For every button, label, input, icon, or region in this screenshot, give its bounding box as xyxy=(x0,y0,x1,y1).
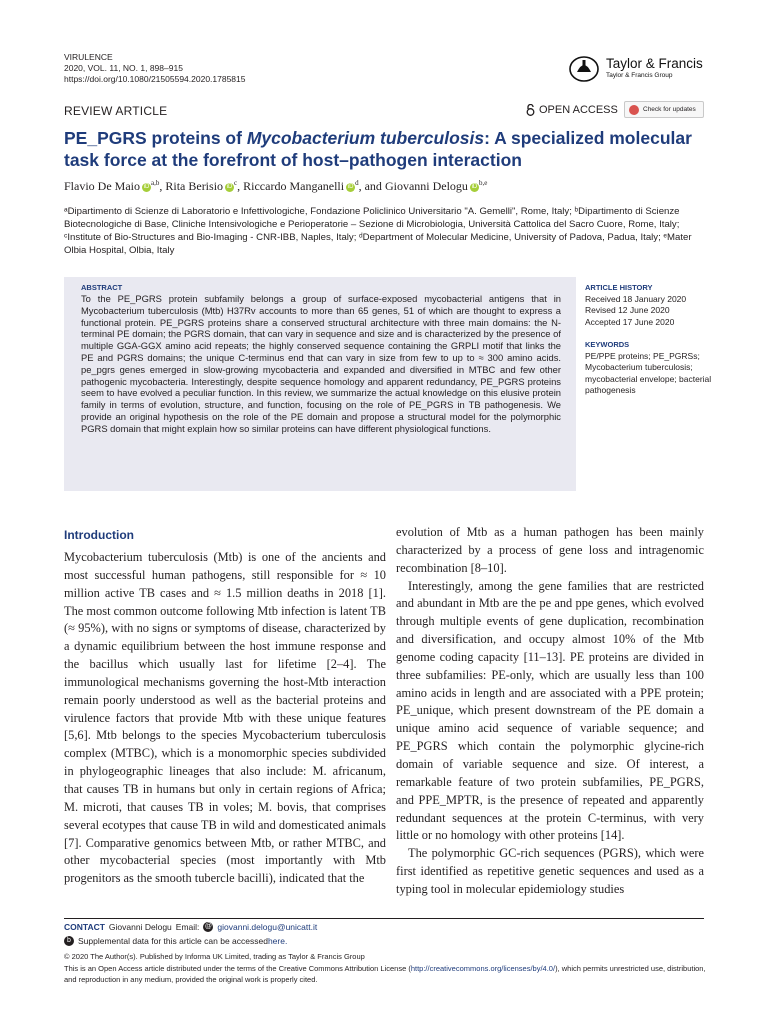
body-column-left xyxy=(64,549,386,888)
history-label: ARTICLE HISTORY xyxy=(585,283,653,292)
open-lock-icon xyxy=(526,104,535,116)
contact-label: CONTACT xyxy=(64,922,105,932)
license-link[interactable]: http://creativecommons.org/licenses/by/4.0/ xyxy=(410,964,556,973)
history-revised: Revised 12 June 2020 xyxy=(585,305,670,316)
keywords-list: PE/PPE proteins; PE_PGRSs; Mycobacterium tuberculosis; mycobacterial envelope; bacterial pathogenesis xyxy=(585,350,712,396)
license-pre: This is an Open Access article distributed under the terms of the Creative Commons Attribution License ( xyxy=(64,964,411,973)
check-updates-label: Check for updates xyxy=(643,106,696,113)
journal-info xyxy=(64,52,246,85)
title-italic: Mycobacterium tuberculosis xyxy=(246,128,485,148)
supplemental-icon: b xyxy=(64,936,74,946)
affiliations: ᵃDipartimento di Scienze di Laboratorio e Infettivologiche, Fondazione Policlinico Universitario "A. Gemelli", Rome, Italy; ᵇDipartimento di Scienze Biotecnologiche di Base, Cliniche Intensivologiche e Perioperatorie – Sezione di Microbiologia, Università Cattolica del Sacro Cuore, Rome, Italy; ᶜInstitute of Bio-Structures and Bio-Imaging - CNR-IBB, Naples, Italy; ᵈDepartment of Molecular Medicine, University of Padova, Padua, Italy; ᵉMater Olbia Hospital, Olbia, Italy xyxy=(64,206,692,256)
intro-paragraph-1: Mycobacterium tuberculosis (Mtb) is one of the ancients and most successful human pathogens, still responsible for ≈ 10 million active TB cases and ≈ 1.5 million deaths in 2018 [1]. The most common outcome following Mtb infection is latent TB (≈ 95%), with no signs or symptoms of disease, characterized by a dynamic equilibrium between the host immune response and the bacillus which usually last for lifetime [2–4]. The immunological mechanisms governing the host-Mtb interaction remain poorly understood as well as the bacterial proteins and virulence factors that provide Mtb with these unique features [5,6]. Mtb belongs to the species Mycobacterium tuberculosis complex (MTBC), which is a monomorphic species subdivided in phylogeographic lineages that also include: M. africanum, that causes TB in humans but only in certain regions of Africa; M. microti, that causes TB in voles; M. bovis, that comprises several ecotypes that cause TB in wild and domesticated animals [7]. Comparative genomics between Mtb, or rather MTBC, and other mycobacterial species (most importantly with Mtb progenitors as the smooth tubercle bacilli), indicated that the xyxy=(64,550,386,886)
publisher-name: Taylor & Francis xyxy=(606,56,703,71)
doi-link[interactable]: https://doi.org/10.1080/21505594.2020.1785815 xyxy=(64,74,246,84)
intro-paragraph-3: Interestingly, among the gene families that are restricted and abundant in Mtb are the pe and ppe genes, which evolved through multiple events of gene duplication, recombination and diversification, and occupy almost 10% of the Mtb genome coding capacity [11–13]. PE proteins are divided in three subfamilies: PE-only, which are usually less than 100 amino acids in length and are associated with a PPE protein; PE_unique, which present downstream of the PE domain a unique amino acid sequence of variable sequence; and PE_PGRS which contain the polymorphic glycine-rich domain of variable sequence and size. Of interest, a remarkable feature of two protein subfamilies, PE_PGRS, and PPE_MPTR, is the presence of repeated and apparently redundant sequences at the protein C-terminus, with very little or no homology with other proteins [14]. xyxy=(396,578,704,843)
author-sep: , xyxy=(159,179,166,193)
author-name: Flavio De Maio xyxy=(64,179,140,193)
author-sep: , xyxy=(237,179,244,193)
history-received: Received 18 January 2020 xyxy=(585,293,687,304)
taylor-francis-icon xyxy=(566,52,602,84)
email-label: Email: xyxy=(175,922,200,932)
title-part1: PE_PGRS proteins of xyxy=(64,128,247,148)
history-accepted: Accepted 17 June 2020 xyxy=(585,316,675,327)
body-column-right xyxy=(396,524,704,899)
orcid-icon[interactable]: iD xyxy=(347,183,354,190)
publisher-logo[interactable] xyxy=(566,48,716,88)
abstract-box xyxy=(64,277,576,491)
orcid-icon[interactable]: iD xyxy=(143,183,150,190)
intro-paragraph-4: The polymorphic GC-rich sequences (PGRS), which were first identified as repetitive genetic sequences and used as a typing tool in molecular epidemiology studies xyxy=(396,846,704,896)
author-name: Riccardo Manganelli xyxy=(243,179,345,193)
orcid-icon[interactable]: iD xyxy=(471,183,478,190)
abstract-label: ABSTRACT xyxy=(81,283,123,292)
journal-volume: 2020, VOL. 11, NO. 1, 898–915 xyxy=(64,63,183,73)
author-affil: a,b xyxy=(151,179,160,187)
orcid-icon[interactable]: iD xyxy=(226,183,233,190)
open-access xyxy=(526,104,618,116)
article-type: REVIEW ARTICLE xyxy=(64,104,168,118)
supplemental-line xyxy=(64,936,287,946)
keywords-label: KEYWORDS xyxy=(585,340,630,349)
author-name: Giovanni Delogu xyxy=(384,179,468,193)
author-list xyxy=(64,179,487,194)
license-post: ), which permits unrestricted use, distribution, and reproduction in any medium, provided the original work is properly cited. xyxy=(64,964,706,984)
title-part2: : A specialized molecular task force at the forefront of host–pathogen interaction xyxy=(64,128,692,170)
author-affil: c xyxy=(234,179,238,187)
author-sep: , and xyxy=(358,179,385,193)
open-access-label: OPEN ACCESS xyxy=(539,104,618,116)
author-affil: d xyxy=(355,179,359,187)
article-title xyxy=(64,127,714,171)
contact-line xyxy=(64,922,317,932)
article-history xyxy=(585,282,715,328)
contact-name: Giovanni Delogu xyxy=(108,922,172,932)
keywords xyxy=(585,339,715,397)
author-name: Rita Berisio xyxy=(165,179,224,193)
email-icon: @ xyxy=(204,923,212,930)
intro-paragraph-2: evolution of Mtb as a human pathogen has been mainly characterized by a process of gene loss and intragenomic recombination [8–10]. xyxy=(396,525,704,575)
contact-email[interactable]: giovanni.delogu@unicatt.it xyxy=(217,922,318,932)
footer-divider xyxy=(64,918,704,919)
section-heading: Introduction xyxy=(64,528,134,542)
supplemental-link[interactable]: here. xyxy=(267,936,288,946)
crossmark-icon xyxy=(629,105,639,115)
license xyxy=(64,963,709,985)
author-affil: b,e xyxy=(478,179,488,187)
abstract-text: To the PE_PGRS protein subfamily belongs a group of surface-exposed mycobacterial antigens that in Mycobacterium tuberculosis (Mtb) H37Rv accounts to more than 65 genes, 51 of which are thought to express a functional protein. PE_PGRS proteins share a conserved structural architecture with three main domains: the N-terminal PE domain; the PGRS domain, that can vary in sequence and size and is characterized by the presence of multiple GGA-GGX amino acid repeats; the highly conserved sequence containing the GRPLI motif that links the PE and PGRS domains; the unique C-terminus end that can vary in size from few to up to ≈ 300 amino acids. pe_pgrs genes emerged in slow-growing mycobacteria and expanded and diversified in MTBC and few other pathogenic mycobacteria. Interestingly, despite sequence homology and apparent redundancy, PE_PGRS proteins seem to have evolved a peculiar function. In this review, we summarize the actual knowledge on this elusive protein family in terms of evolution, structure, and function, focusing on the role of PE_PGRS in TB pathogenesis. We provide an original hypothesis on the role of the PE domain and propose a structural model for the polymorphic PGRS domain that might explain how so similar proteins can have different physiological functions. xyxy=(81,293,561,434)
publisher-group: Taylor & Francis Group xyxy=(606,72,673,79)
copyright: © 2020 The Author(s). Published by Informa UK Limited, trading as Taylor & Francis Group xyxy=(64,952,365,961)
supplemental-text: Supplemental data for this article can be accessed xyxy=(78,936,268,946)
check-updates-button[interactable] xyxy=(624,101,704,118)
journal-name: VIRULENCE xyxy=(64,52,113,62)
